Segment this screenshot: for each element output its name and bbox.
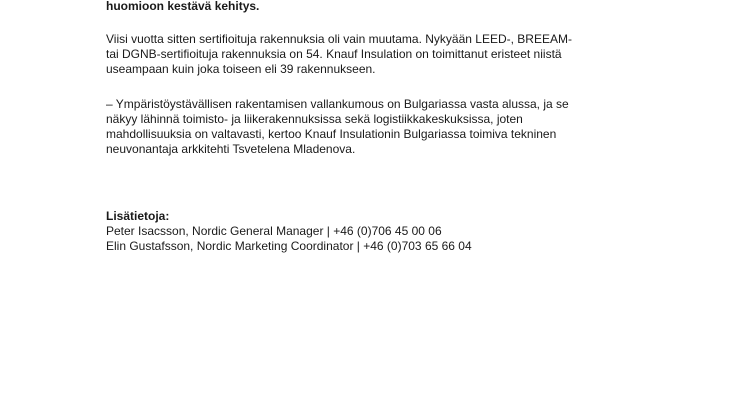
contact-heading: Lisätietoja: — [106, 209, 170, 223]
paragraph-line: – Ympäristöystävällisen rakentamisen vallankumous on Bulgariassa vasta alussa, ja se — [106, 97, 569, 111]
paragraph-line: tai DGNB-sertifioituja rakennuksia on 54. Knauf Insulation on toimittanut eristeet niistä — [106, 47, 562, 61]
paragraph-line: neuvonantaja arkkitehti Tsvetelena Mladenova. — [106, 142, 356, 156]
paragraph-line: Viisi vuotta sitten sertifioituja rakennuksia oli vain muutama. Nykyään LEED-, BREEAM- — [106, 32, 572, 46]
paragraph-line: mahdollisuuksia on valtavasti, kertoo Knauf Insulationin Bulgariassa toimiva tekninen — [106, 127, 557, 141]
paragraph-line: näkyy lähinnä toimisto- ja liikerakennuksissa sekä logistiikkakeskuksissa, joten — [106, 112, 523, 126]
contact-block — [106, 209, 472, 254]
contact-line-peter: Peter Isacsson, Nordic General Manager | +46 (0)706 45 00 06 — [106, 224, 442, 238]
paragraph-certification — [106, 32, 572, 77]
contact-line-elin: Elin Gustafsson, Nordic Marketing Coordinator | +46 (0)703 65 66 04 — [106, 239, 472, 253]
paragraph-quote — [106, 97, 569, 157]
lead-sentence-fragment: huomioon kestävä kehitys. — [106, 0, 260, 13]
paragraph-line: useampaan kuin joka toiseen eli 39 rakennukseen. — [106, 62, 376, 76]
